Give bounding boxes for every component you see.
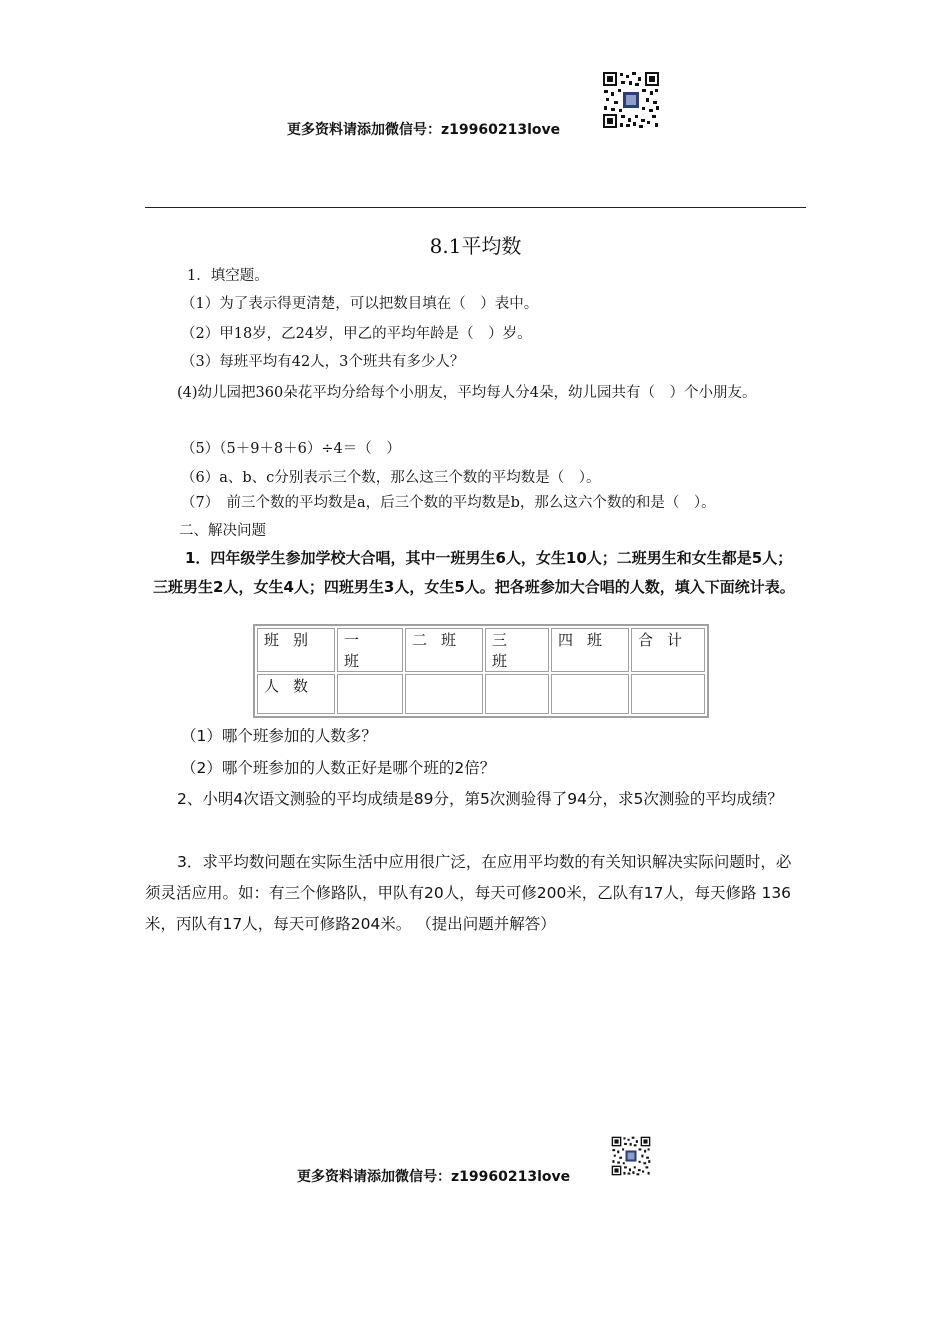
table-row <box>257 674 705 714</box>
fill-item-2: （2）甲18岁，乙24岁，甲乙的平均年龄是（ ）岁。 <box>181 326 532 342</box>
table-header-cell: 二班 <box>405 628 483 672</box>
header-divider <box>145 207 806 208</box>
table-header-cell: 一班 <box>337 628 403 672</box>
fill-item-7: （7） 前三个数的平均数是a，后三个数的平均数是b，那么这六个数的和是（ ）。 <box>181 495 716 511</box>
problem-1: 1．四年级学生参加学校大合唱，其中一班男生6人，女生10人；二班男生和女生都是5人；三班男生2人，女生4人；四班男生3人，女生5人。把各班参加大合唱的人数，填入下面统计表。 <box>153 549 795 596</box>
page-title: 8.1平均数 <box>429 234 522 258</box>
footer-wechat-text: 更多资料请添加微信号：z19960213love <box>297 1169 571 1185</box>
problem-1-sub-1: （1）哪个班参加的人数多？ <box>181 727 377 745</box>
table-header-cell: 三班 <box>485 628 549 672</box>
table-row-label: 人数 <box>257 674 335 714</box>
table-cell <box>631 674 705 714</box>
problem-2: 2、小明4次语文测验的平均成绩是89分，第5次测验得了94分，求5次测验的平均成绩？ <box>177 790 783 808</box>
table-header-row <box>257 628 705 672</box>
fill-item-5: （5）（5＋9＋8＋6）÷4＝（ ） <box>181 441 401 457</box>
problem-1-sub-2: （2）哪个班参加的人数正好是哪个班的2倍？ <box>181 759 496 777</box>
table-cell <box>405 674 483 714</box>
section2-heading: 二、解决问题 <box>179 523 266 539</box>
fill-item-4: (4)幼儿园把360朵花平均分给每个小朋友，平均每人分4朵，幼儿园共有（ ）个小朋友。 <box>177 385 757 401</box>
section1-heading: 1．填空题。 <box>187 268 269 284</box>
fill-item-3: （3）每班平均有42人，3个班共有多少人？ <box>181 354 465 370</box>
qr-code-icon <box>611 1136 651 1176</box>
qr-code-icon <box>602 71 660 129</box>
table-header-cell: 合计 <box>631 628 705 672</box>
fill-item-6: （6）a、b、c分别表示三个数，那么这三个数的平均数是（ ）。 <box>181 470 601 486</box>
fill-item-1: （1）为了表示得更清楚，可以把数目填在（ ）表中。 <box>181 296 539 312</box>
table-header-cell: 四班 <box>551 628 629 672</box>
table-cell <box>551 674 629 714</box>
header-wechat-text: 更多资料请添加微信号：z19960213love <box>287 122 561 138</box>
table-cell <box>337 674 403 714</box>
table-cell <box>485 674 549 714</box>
table-header-cell: 班别 <box>257 628 335 672</box>
problem-3: 3．求平均数问题在实际生活中应用很广泛，在应用平均数的有关知识解决实际问题时，必须灵活应用。如：有三个修路队，甲队有20人，每天可修200米，乙队有17人，每天修路 136米，丙队有17人，每天可修路204米。 （提出问题并解答） <box>145 853 792 933</box>
statistics-table <box>253 624 709 718</box>
